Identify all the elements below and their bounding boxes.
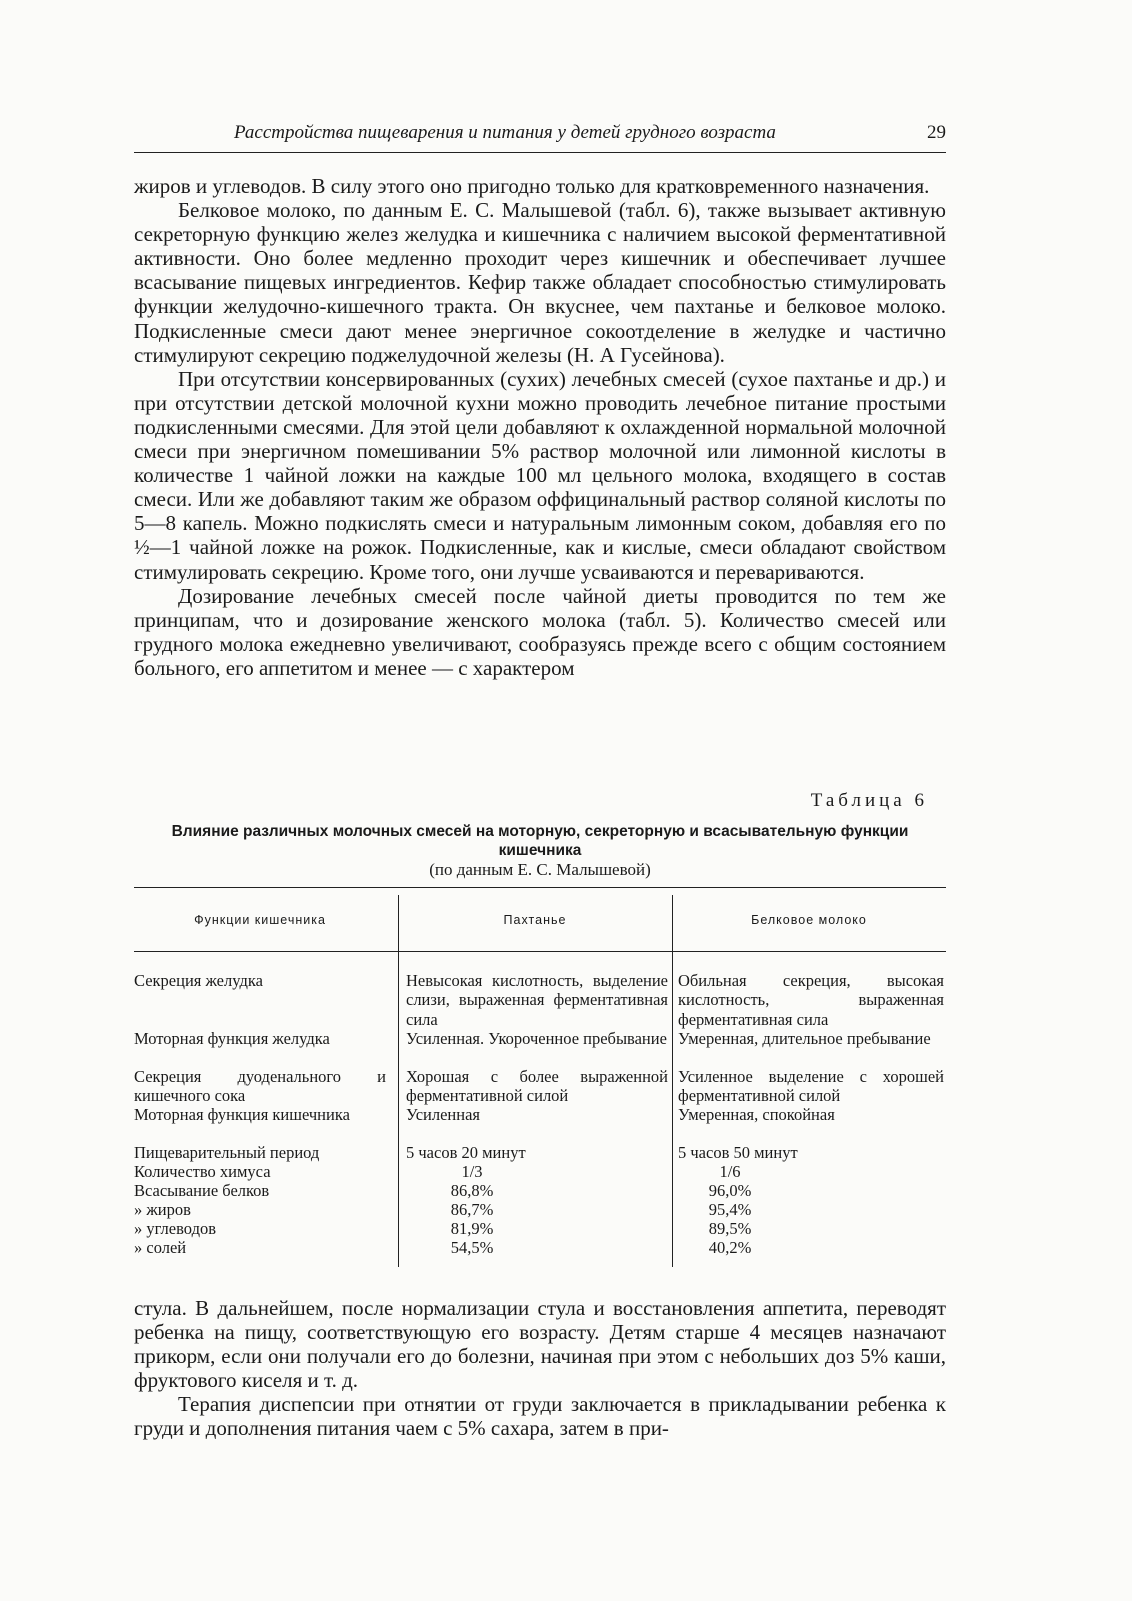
paragraph: стула. В дальнейшем, после нормализации стула и восстановления аппетита, переводят ребенка на пищу, соответствующую его возрасту. Детям старше 4 месяцев назначают прикорм, если они получали его до болезни, начиная при этом с небольших доз 5% каши, фруктового киселя и т. д. [134, 1296, 946, 1393]
cell-function: Количество химуса [134, 1162, 271, 1181]
page-number: 29 [927, 122, 946, 143]
cell-protein-milk: Умеренная, спокойная [678, 1105, 835, 1124]
cell-protein-milk: 1/6 [719, 1162, 741, 1181]
cell-function: Моторная функция желудка [134, 1029, 330, 1048]
cell-function: » солей [134, 1238, 187, 1257]
cell-buttermilk: 86,8% [450, 1181, 494, 1200]
cell-function: » углеводов [134, 1219, 217, 1238]
cell-protein-milk: 89,5% [708, 1219, 752, 1238]
cell-function: Секреция дуоденального и кишечного сока [134, 1067, 386, 1106]
paragraph: Белковое молоко, по данным Е. С. Малышевой (табл. 6), также вызывает активную секреторную функцию желез желудка и кишечника с наличием высокой ферментативной активности. Оно более медленно проходит через кишечник и обеспечивает лучшее всасывание пищевых ингредиентов. Кефир также обладает способностью стимулировать функции желудочно-кишечного тракта. Он вкуснее, чем пахтанье и белковое молоко. Подкисленные смеси дают менее энергичное сокоотделение в желудке и частично стимулируют секрецию поджелудочной железы (Н. А Гусейнова). [134, 198, 946, 367]
cell-buttermilk: 1/3 [461, 1162, 483, 1181]
paragraph: При отсутствии консервированных (сухих) лечебных смесей (сухое пахтанье и др.) и при отсутствии детской молочной кухни можно проводить лечебное питание простыми подкисленными смесями. Для этой цели добавляют к охлажденной нормальной молочной смеси при энергичном помешивании 5% раствор молочной или лимонной кислоты в количестве 1 чайной ложки на каждые 100 мл цельного молока, входящего в состав смеси. Или же добавляют таким же образом оффицинальный раствор соляной кислоты по 5—8 капель. Можно подкислять смеси и натуральным лимонным соком, добавляя его по ½—1 чайной ложке на рожок. Подкисленные, как и кислые, смеси обладают свойством стимулировать секрецию. Кроме того, они лучше усваиваются и перевариваются. [134, 366, 946, 584]
bottom-body-text [134, 1296, 946, 1441]
cell-buttermilk: Невысокая кислотность, выделение слизи, выраженная ферментативная сила [406, 971, 668, 1029]
cell-function: Всасывание белков [134, 1181, 270, 1200]
top-body-text [134, 174, 946, 680]
cell-buttermilk: 5 часов 20 минут [406, 1143, 526, 1162]
cell-buttermilk: 86,7% [450, 1200, 494, 1219]
cell-function: Пищеварительный период [134, 1143, 320, 1162]
cell-function: Моторная функция кишечника [134, 1105, 350, 1124]
cell-buttermilk: 81,9% [450, 1219, 494, 1238]
cell-function: » жиров [134, 1200, 191, 1219]
header-functions: Функции кишечника [194, 913, 326, 927]
running-header [134, 122, 946, 153]
cell-buttermilk: 54,5% [450, 1238, 494, 1257]
cell-protein-milk: 95,4% [708, 1200, 752, 1219]
cell-protein-milk: 40,2% [708, 1238, 752, 1257]
data-table [134, 887, 946, 1270]
cell-protein-milk: Умеренная, длительное пребывание [678, 1029, 931, 1048]
paragraph: Терапия диспепсии при отнятии от груди заключается в прикладывании ребенка к груди и дополнения питания чаем с 5% сахара, затем в при- [134, 1392, 946, 1441]
paragraph: жиров и углеводов. В силу этого оно пригодно только для кратковременного назначения. [134, 174, 930, 198]
table-subtitle: (по данным Е. С. Малышевой) [429, 860, 651, 879]
table-title: Влияние различных молочных смесей на моторную, секреторную и всасывательную функции кишечника [171, 823, 909, 859]
paragraph: Дозирование лечебных смесей после чайной диеты проводится по тем же принципам, что и дозирование женского молока (табл. 5). Количество смесей или грудного молока ежедневно увеличивают, сообразуясь прежде всего с общим состоянием больного, его аппетитом и менее — с характером [134, 583, 946, 680]
column-divider [672, 895, 673, 1267]
cell-buttermilk: Усиленная [406, 1105, 480, 1124]
cell-buttermilk: Усиленная. Укороченное пребывание [406, 1029, 667, 1048]
cell-buttermilk: Хорошая с более выраженной ферментативной силой [406, 1067, 668, 1106]
cell-protein-milk: 96,0% [708, 1181, 752, 1200]
table-label: Таблица 6 [810, 790, 928, 811]
table-header-rule [134, 951, 946, 952]
running-title: Расстройства пищеварения и питания у детей грудного возраста [234, 122, 776, 143]
header-buttermilk: Пахтанье [503, 913, 567, 927]
header-protein-milk: Белковое молоко [751, 913, 867, 927]
cell-protein-milk: Обильная секреция, высокая кислотность, выраженная ферментативная сила [678, 971, 944, 1029]
cell-protein-milk: 5 часов 50 минут [678, 1143, 798, 1162]
column-divider [398, 895, 399, 1267]
cell-protein-milk: Усиленное выделение с хорошей ферментативной силой [678, 1067, 944, 1106]
cell-function: Секреция желудка [134, 971, 263, 990]
table-top-rule [134, 887, 946, 888]
